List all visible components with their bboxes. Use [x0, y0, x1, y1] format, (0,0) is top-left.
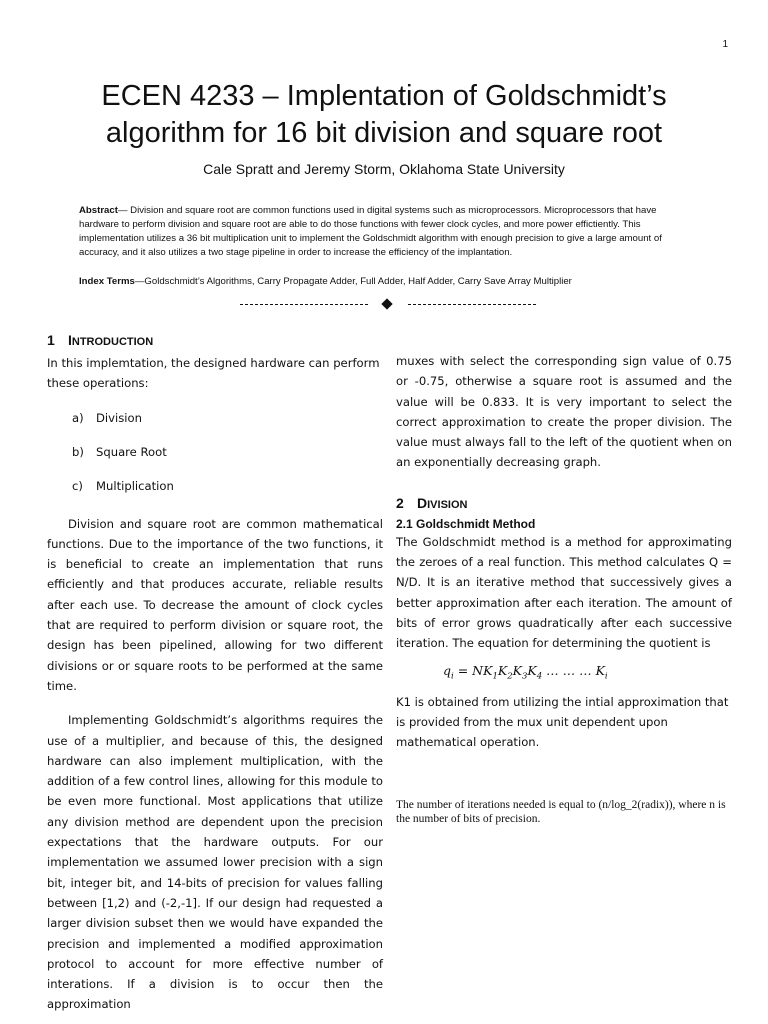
- section-2-title-initial: D: [417, 494, 428, 511]
- equation-k2-subscript: 2: [507, 671, 513, 682]
- abstract: [79, 204, 691, 260]
- section-1-heading: [47, 331, 383, 351]
- divider-line-left: [240, 304, 368, 305]
- index-terms: [79, 275, 691, 289]
- list-item-label: Multiplication: [96, 478, 174, 493]
- equation-k4: K: [527, 662, 537, 678]
- diamond-icon: [381, 298, 392, 309]
- intro-body-paragraph-1: Division and square root are common mathematical functions. Due to the importance of the two functions, it is beneficial to create an implementation that runs efficiently and that produces accurate, reliable results after each use. To decrease the amount of clock cycles that are required to perform division or square root, the design has been pipelined, allowing for two different divisions or or square roots to be performed at the same time.: [47, 516, 383, 693]
- page-number: 1: [722, 39, 728, 50]
- left-column: [47, 331, 383, 1015]
- section-2-title-rest: IVISION: [427, 498, 468, 511]
- index-terms-text: —Goldschmidt’s Algorithms, Carry Propagate Adder, Full Adder, Half Adder, Carry Save Array Multiplier: [134, 276, 572, 287]
- paper-title: [0, 78, 768, 152]
- intro-paragraph: In this implemtation, the designed hardware can perform these operations:: [47, 356, 380, 391]
- equation-k1-subscript: 1: [492, 671, 498, 682]
- list-marker: c): [72, 478, 83, 493]
- operations-list: [47, 408, 383, 510]
- section-1-title-initial: I: [68, 332, 72, 348]
- intro-body-paragraph-2: Implementing Goldschmidt’s algorithms requires the use of a multiplier, and because of this, the designed hardware can also implement multiplication, with the addition of a few control lines, allowing for this module to be even more functional. Most applications that utilize any division method are dependent upon the precision expectations that the hardware outputs. For our implementation we assumed lower precision with a sign bit, integer bit, and 14-bits of precision for values falling between [1,2) and (-2,-1]. If our design had requested a larger division subset then we would have expanded the precision and implemented a modified approximation protocol to account for more effective number of interations. If a division is to occur then the approximation: [47, 713, 383, 1012]
- equation-k2: K: [497, 662, 508, 678]
- equation-rhs: = NK: [457, 662, 493, 678]
- section-divider: [0, 296, 768, 316]
- section-2-heading: [396, 494, 732, 514]
- equation-k4-subscript: 4: [536, 671, 543, 682]
- iterations-note: The number of iterations needed is equal to (n/log_2(radix)), where n is the number of bits of precision.: [396, 799, 726, 826]
- list-item: [47, 408, 383, 442]
- equation-tail-subscript: i: [604, 671, 608, 682]
- equation-tail: … … … K: [546, 662, 605, 678]
- list-marker: b): [72, 444, 84, 459]
- equation-k3: K: [512, 662, 522, 678]
- list-item: [47, 442, 383, 476]
- title-line-2: algorithm for 16 bit division and square root: [105, 117, 663, 149]
- list-item: [47, 476, 383, 510]
- k1-paragraph: K1 is obtained from utilizing the intial approximation that is provided from the mux unit dependent upon mathematical operation.: [396, 694, 729, 750]
- right-column: [396, 351, 732, 826]
- title-line-1: ECEN 4233 – Implentation of Goldschmidt’s: [101, 80, 667, 112]
- section-2-number: 2: [396, 494, 404, 511]
- divider-line-right: [408, 304, 536, 305]
- subsection-2-1-heading: 2.1 Goldschmidt Method: [396, 516, 536, 531]
- intro-body-paragraph-2-continued: muxes with select the corresponding sign value of 0.75 or -0.75, otherwise a square root is assumed and the value will be 0.833. It is very important to select the correct approximation to create the proper division. The value must always fall to the left of the quotient when on an exponentially decreasing graph.: [396, 354, 732, 470]
- section-1-title-rest: NTRODUCTION: [71, 336, 154, 348]
- quotient-equation: [396, 660, 732, 686]
- list-item-label: Division: [96, 410, 142, 425]
- equation-lhs: q: [443, 662, 452, 678]
- authors: Cale Spratt and Jeremy Storm, Oklahoma State University: [203, 161, 565, 177]
- equation-k3-subscript: 3: [521, 671, 528, 682]
- section-1-number: 1: [47, 332, 55, 348]
- equation-lhs-subscript: i: [451, 671, 454, 682]
- abstract-label: Abstract: [79, 205, 118, 216]
- goldschmidt-paragraph: The Goldschmidt method is a method for approximating the zeroes of a real function. This method calculates Q = N/D. It is an iterative method that successively gives a better approximation after each iteration. The amount of bits of error grows quadratically after each successive iteration. The equation for determining the quotient is: [396, 534, 732, 651]
- index-terms-label: Index Terms: [79, 276, 135, 287]
- list-item-label: Square Root: [96, 444, 167, 459]
- list-marker: a): [72, 410, 84, 425]
- abstract-text: — Division and square root are common functions used in digital systems such as microprocessors. Microprocessors that have hardware to perform division and square root are able to do those functions with fewer clock cycles, and more power effictiently. This implementation utilizes a 36 bit multiplication unit to implement the Goldschmidt algorithm with enough precision to give a large amount of accuracy, and it also utilizes a two stage pipeline in order to increase the efficiency of the implantation.: [79, 205, 662, 258]
